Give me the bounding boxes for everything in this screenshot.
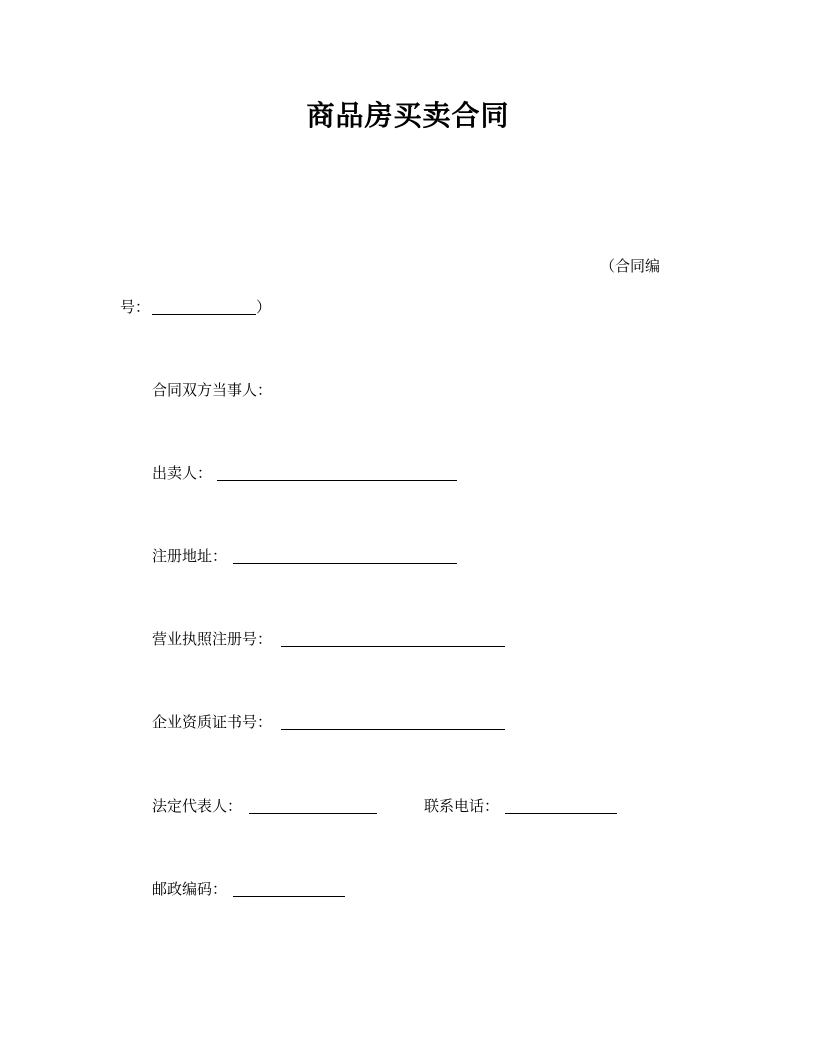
contract-number-label: 号： — [120, 298, 151, 316]
legal-rep-blank — [249, 813, 377, 814]
contract-number-blank — [152, 314, 256, 315]
phone-label: 联系电话： — [424, 797, 500, 815]
postcode-blank — [233, 896, 345, 897]
business-license-label: 营业执照注册号： — [152, 630, 273, 648]
contract-number-close: ） — [256, 298, 272, 316]
seller-blank — [217, 480, 457, 481]
qualification-cert-label: 企业资质证书号： — [152, 713, 273, 731]
qualification-cert-blank — [281, 729, 505, 730]
phone-blank — [505, 813, 617, 814]
legal-rep-label: 法定代表人： — [152, 797, 243, 815]
parties-heading: 合同双方当事人： — [152, 381, 273, 399]
business-license-blank — [281, 646, 505, 647]
registered-address-blank — [233, 563, 457, 564]
postcode-label: 邮政编码： — [152, 880, 228, 898]
seller-label: 出卖人： — [152, 464, 213, 482]
document-title: 商品房买卖合同 — [306, 99, 510, 132]
contract-number-open: （合同编 — [600, 257, 661, 275]
registered-address-label: 注册地址： — [152, 547, 228, 565]
